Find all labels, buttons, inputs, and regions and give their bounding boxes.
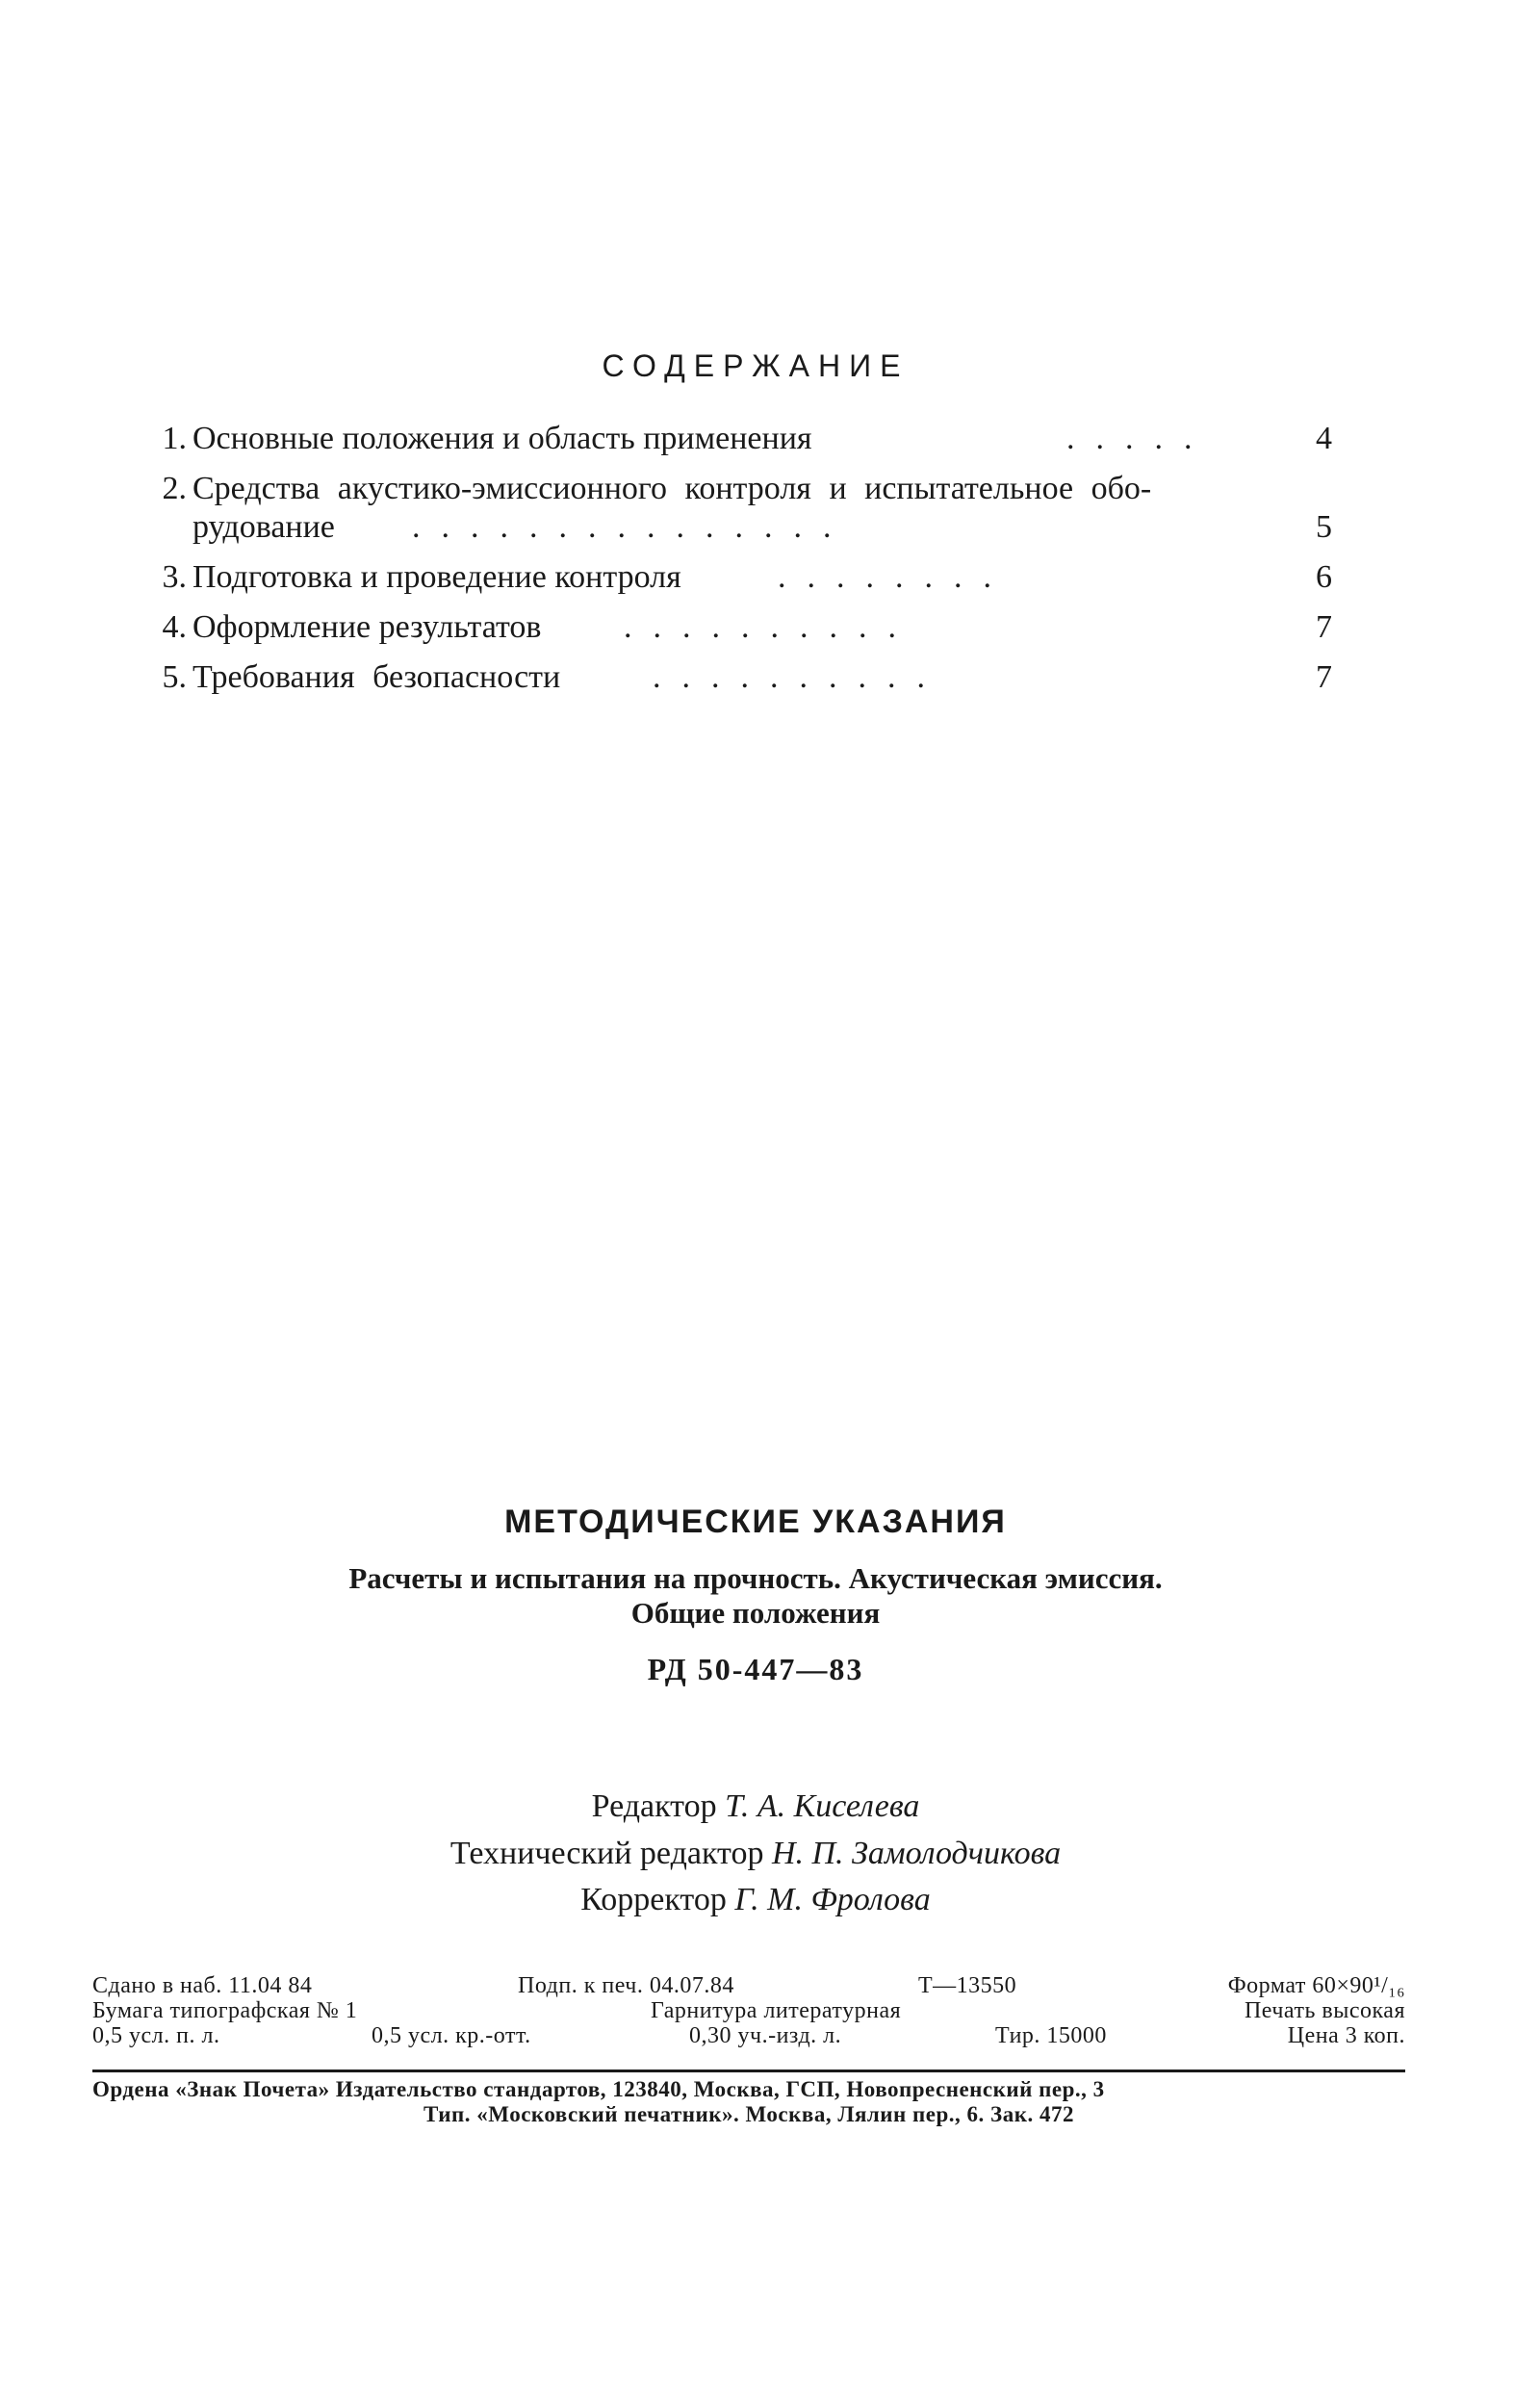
imprint-field: Тир. 15000 bbox=[995, 2023, 1107, 2048]
toc-leader: ..... bbox=[1066, 421, 1214, 456]
toc-item-number: 3. bbox=[162, 559, 187, 595]
imprint-block bbox=[92, 1973, 1405, 2050]
toc-item-number: 5. bbox=[162, 659, 187, 695]
toc-title: СОДЕРЖАНИЕ bbox=[602, 348, 910, 383]
toc-leader: ............... bbox=[412, 509, 853, 545]
editor-name: Н. П. Замолодчикова bbox=[771, 1836, 1062, 1871]
imprint-field: 0,30 уч.-изд. л. bbox=[689, 2023, 842, 2048]
imprint-field: Гарнитура литературная bbox=[651, 1998, 902, 2023]
imprint-field: 0,5 усл. п. л. bbox=[92, 2023, 220, 2048]
imprint-field: Формат 60×90¹/₁₆ bbox=[1227, 1973, 1405, 1998]
editor-role: Технический редактор bbox=[449, 1836, 764, 1871]
toc-item-text: Требования безопасности bbox=[192, 659, 561, 695]
toc-item-number: 4. bbox=[162, 609, 187, 645]
toc-item-text: Подготовка и проведение контроля bbox=[192, 559, 681, 595]
imprint-field: Цена 3 коп. bbox=[1287, 2023, 1405, 2048]
toc-item bbox=[142, 420, 1332, 458]
toc-item bbox=[142, 608, 1332, 647]
toc-item bbox=[142, 470, 1332, 547]
toc-item-page: 4 bbox=[1316, 421, 1332, 456]
toc-item-text: Оформление результатов bbox=[192, 609, 542, 645]
toc-leader: .......... bbox=[624, 609, 917, 645]
publisher-line: Ордена «Знак Почета» Издательство стандартов, 123840, Москва, ГСП, Новопресненский пер., 3 bbox=[92, 2077, 1105, 2101]
toc-item-number: 1. bbox=[162, 421, 187, 456]
printer-line: Тип. «Московский печатник». Москва, Лялин пер., 6. Зак. 472 bbox=[424, 2102, 1074, 2126]
toc-item-page: 7 bbox=[1316, 659, 1332, 695]
imprint-field: Печать высокая bbox=[1244, 1998, 1405, 2023]
document-code: РД 50-447—83 bbox=[647, 1652, 864, 1686]
editor-role: Корректор bbox=[580, 1882, 727, 1917]
toc-leader: .......... bbox=[653, 659, 946, 695]
technical-editor-line bbox=[0, 1836, 1511, 1872]
imprint-field: Подп. к печ. 04.07.84 bbox=[518, 1973, 734, 1998]
toc-item-page: 7 bbox=[1316, 609, 1332, 645]
toc-item-text: Основные положения и область применения bbox=[192, 421, 812, 456]
imprint-row bbox=[92, 2023, 1405, 2048]
editor-name: Г. М. Фролова bbox=[734, 1882, 931, 1917]
toc-item-text: Средства акустико-эмиссионного контроля и испытательное обо- bbox=[192, 471, 1152, 506]
toc-item-number: 2. bbox=[162, 471, 187, 506]
divider-rule bbox=[92, 2070, 1405, 2072]
imprint-field: 0,5 усл. кр.-отт. bbox=[372, 2023, 531, 2048]
document-subtitle: Расчеты и испытания на прочность. Акустическая эмиссия. bbox=[348, 1561, 1163, 1595]
document-title: МЕТОДИЧЕСКИЕ УКАЗАНИЯ bbox=[504, 1504, 1007, 1540]
editor-name: Т. А. Киселева bbox=[725, 1788, 920, 1824]
table-of-contents bbox=[142, 420, 1332, 697]
imprint-field: Сдано в наб. 11.04 84 bbox=[92, 1973, 313, 1998]
toc-leader: ........ bbox=[778, 559, 1013, 595]
imprint-row bbox=[92, 1998, 1405, 2023]
toc-item-page: 6 bbox=[1316, 559, 1332, 595]
imprint-field: Бумага типографская № 1 bbox=[92, 1998, 358, 2023]
document-subtitle-cont: Общие положения bbox=[630, 1596, 881, 1630]
editor-line bbox=[0, 1788, 1511, 1825]
imprint-field: Т—13550 bbox=[918, 1973, 1017, 1998]
toc-item bbox=[142, 558, 1332, 597]
toc-item-page: 5 bbox=[1316, 509, 1332, 545]
proofreader-line bbox=[0, 1882, 1511, 1918]
imprint-row bbox=[92, 1973, 1405, 1998]
toc-item bbox=[142, 658, 1332, 697]
editor-role: Редактор bbox=[591, 1788, 717, 1824]
toc-item-text-cont: рудование bbox=[192, 509, 335, 545]
